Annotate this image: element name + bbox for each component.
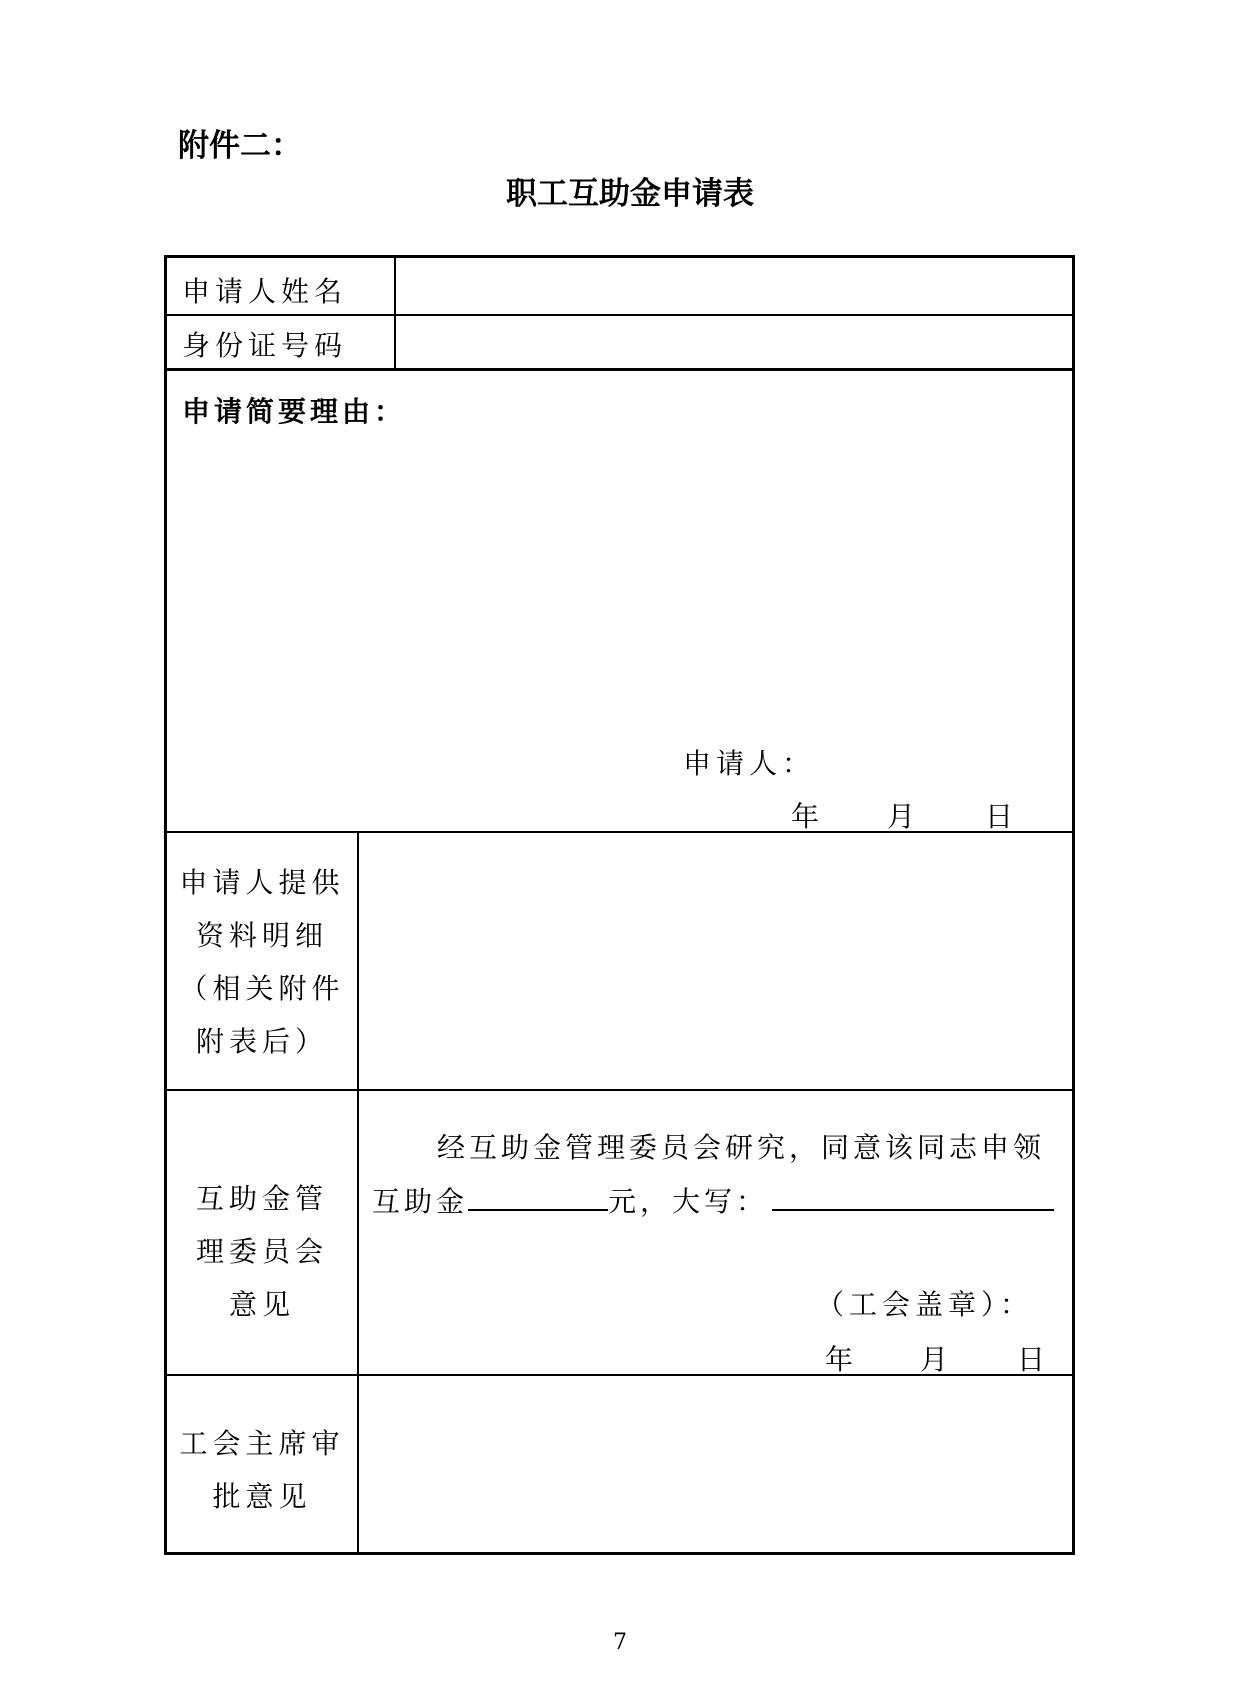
committee-label-line: 理委员会	[195, 1235, 328, 1268]
committee-label-line: 互助金管	[195, 1182, 328, 1215]
reason-text-area[interactable]	[182, 433, 1062, 733]
materials-label-line: 资料明细	[195, 919, 328, 952]
id-number-label: 身份证号码	[182, 329, 348, 362]
column-divider	[394, 258, 396, 369]
chairman-label-line: 工会主席审	[179, 1427, 345, 1460]
reason-date-day: 日	[985, 800, 1019, 833]
committee-text-unit: 元，大写：	[608, 1185, 769, 1218]
amount-in-words-blank[interactable]	[772, 1181, 1054, 1211]
reason-label: 申请简要理由：	[182, 395, 407, 428]
chairman-label	[167, 1417, 357, 1523]
materials-label-line: 附表后）	[195, 1025, 328, 1058]
applicant-signature-label: 申请人：	[683, 747, 816, 780]
row-divider	[167, 368, 1072, 371]
amount-blank[interactable]	[468, 1181, 608, 1211]
committee-date-month: 月	[920, 1343, 954, 1376]
page-number: 7	[613, 1630, 627, 1655]
committee-date-day: 日	[1017, 1343, 1051, 1376]
materials-label-line: （相关附件	[179, 972, 345, 1005]
form-title: 职工互助金申请表	[506, 176, 754, 212]
chairman-label-line: 批意见	[212, 1480, 312, 1513]
committee-text-line1: 经互助金管理委员会研究，同意该同志申领	[437, 1131, 1046, 1164]
reason-date-month: 月	[887, 800, 921, 833]
materials-label-line: 申请人提供	[179, 866, 345, 899]
application-form-table	[164, 255, 1075, 1555]
row-divider	[167, 831, 1072, 833]
row-divider	[167, 1089, 1072, 1091]
attachment-label: 附件二：	[178, 128, 302, 164]
reason-date-year: 年	[791, 800, 825, 833]
committee-label	[167, 1172, 357, 1331]
chairman-approval-field[interactable]	[363, 1379, 1071, 1551]
committee-label-line: 意见	[228, 1288, 295, 1321]
committee-date-year: 年	[825, 1343, 859, 1376]
id-number-field[interactable]	[399, 316, 1071, 366]
materials-label	[167, 856, 357, 1068]
union-seal-label: （工会盖章）：	[816, 1288, 1034, 1321]
materials-field[interactable]	[363, 836, 1071, 1086]
applicant-name-field[interactable]	[399, 260, 1071, 312]
committee-text-line2	[372, 1180, 1054, 1220]
applicant-name-label: 申请人姓名	[182, 275, 348, 308]
committee-text-prefix: 互助金	[372, 1185, 469, 1218]
column-divider	[357, 832, 359, 1555]
